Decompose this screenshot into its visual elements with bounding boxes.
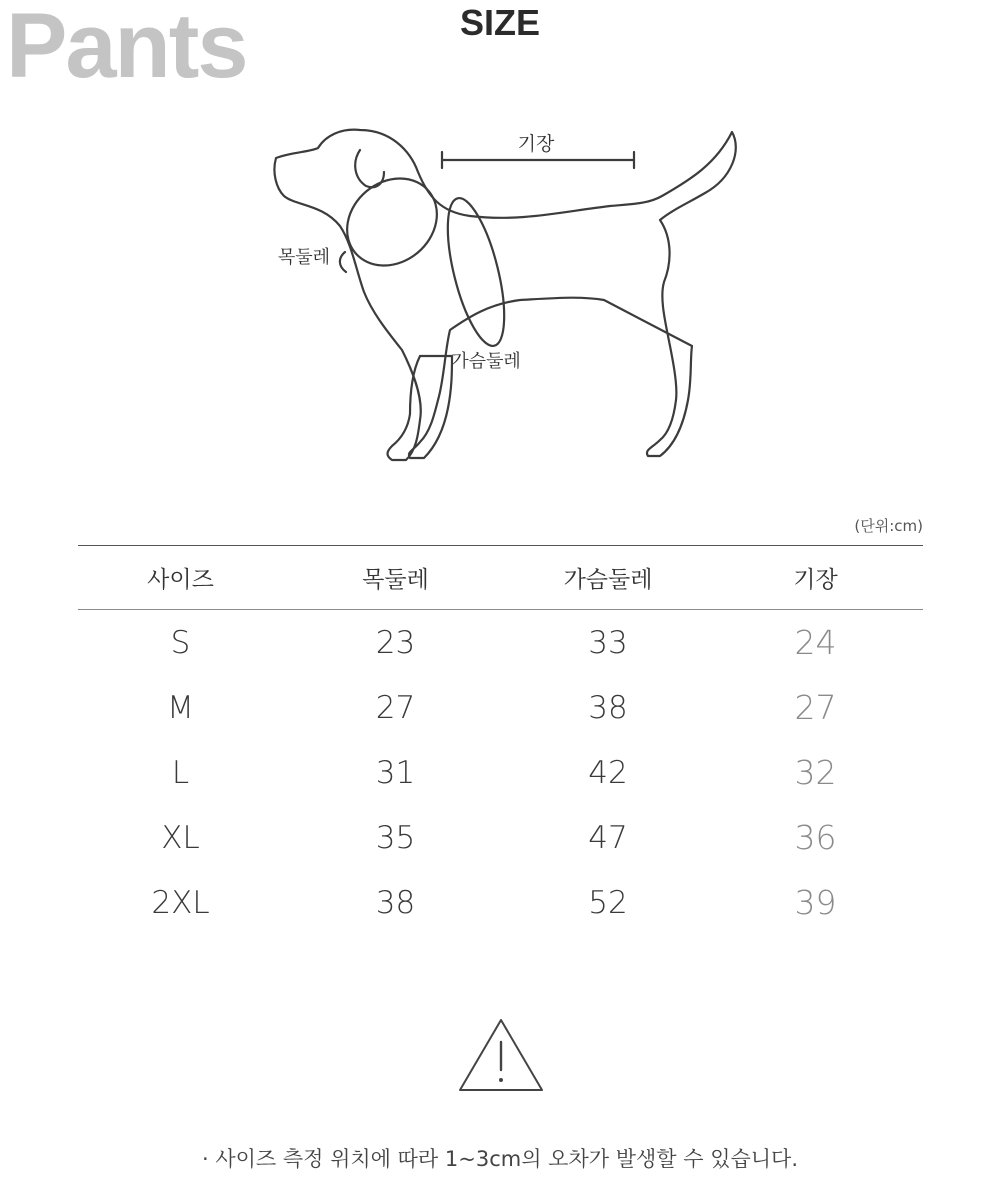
header-chest: 가슴둘레 [508, 546, 708, 610]
table-row [78, 740, 923, 805]
size-cell: S [170, 624, 191, 661]
chest-cell: 52 [588, 884, 628, 921]
chest-cell: 47 [588, 819, 628, 856]
neck-cell: 31 [375, 754, 416, 791]
chest-cell: 33 [588, 624, 628, 661]
neck-cell: 35 [375, 819, 416, 856]
brand-title: Pants [6, 0, 247, 97]
table-row [78, 675, 923, 740]
neck-bracket [340, 252, 346, 272]
header-neck: 목둘레 [283, 546, 508, 610]
warning-icon [456, 1016, 546, 1094]
dog-measurement-diagram [0, 0, 1000, 480]
table-header-row [78, 546, 923, 610]
length-cell: 24 [794, 623, 837, 662]
page-title: SIZE [459, 2, 540, 43]
length-cell: 39 [794, 883, 837, 922]
length-cell: 32 [794, 753, 837, 792]
dog-outline [274, 130, 735, 460]
table-row [78, 870, 923, 935]
neck-label: 목둘레 [277, 247, 331, 268]
table-row [78, 610, 923, 676]
header-size: 사이즈 [78, 546, 283, 610]
unit-label: (단위:cm) [854, 517, 923, 535]
size-cell: 2XL [151, 884, 210, 921]
table-row [78, 805, 923, 870]
neck-cell: 38 [375, 884, 416, 921]
neck-cell: 23 [375, 624, 416, 661]
size-cell: XL [161, 819, 200, 856]
chest-label: 가슴둘레 [451, 351, 521, 372]
size-cell: L [171, 754, 190, 791]
length-cell: 27 [794, 688, 837, 727]
size-table [78, 545, 923, 935]
length-label: 기장 [517, 133, 555, 155]
chest-cell: 42 [588, 754, 628, 791]
header-length: 기장 [708, 546, 923, 610]
length-cell: 36 [794, 818, 837, 857]
chest-cell: 38 [588, 689, 628, 726]
neck-ellipse [330, 161, 455, 284]
measurement-note: · 사이즈 측정 위치에 따라 1~3cm의 오차가 발생할 수 있습니다. [201, 1147, 799, 1171]
neck-cell: 27 [375, 689, 416, 726]
size-cell: M [167, 689, 194, 726]
